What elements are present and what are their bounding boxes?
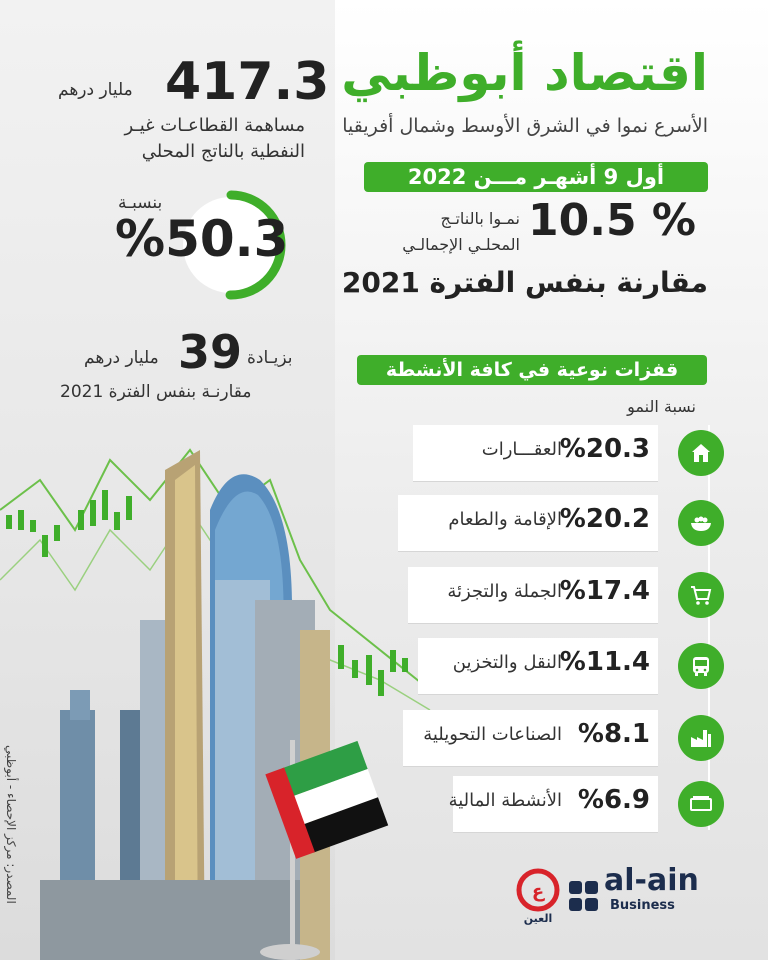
skyline-illustration [0, 440, 440, 960]
non-oil-desc-line2: النفطية بالناتج المحلي [141, 141, 305, 162]
bus-icon [678, 643, 724, 689]
source-note [2, 745, 22, 905]
social-icons [568, 880, 600, 914]
sector-name: العقـــارات [481, 439, 562, 460]
period-banner: أول 9 أشهـر مـــن 2022 [364, 162, 708, 192]
svg-text:ع: ع [531, 881, 545, 902]
page-subtitle: الأسرع نموا في الشرق الأوسط وشمال أفريقيا [342, 115, 708, 137]
instagram-icon [569, 881, 582, 894]
page-title: اقتصاد أبوظبي [341, 44, 708, 102]
increase-prefix: بزيـادة [247, 348, 293, 368]
sector-row [413, 425, 658, 482]
increase-description: مقارنـة بنفس الفترة 2021 [60, 382, 252, 402]
youtube-icon [585, 881, 598, 894]
sector-row [403, 710, 658, 767]
growth-rate-label: نسبة النمو [627, 397, 696, 416]
sector-row [448, 776, 658, 833]
increase-unit: مليار درهم [84, 348, 159, 368]
sector-value: %17.4 [559, 576, 650, 606]
sector-name: الإقامة والطعام [448, 509, 562, 530]
twitter-icon [569, 898, 582, 911]
increase-value: 39 [178, 325, 243, 379]
house-icon [678, 430, 724, 476]
share-value: %50.3 [115, 210, 289, 268]
alain-logo [515, 868, 561, 926]
brand-sub: Business [610, 898, 675, 913]
sector-value: %11.4 [559, 647, 650, 677]
sector-value: %20.3 [559, 434, 650, 464]
money-icon [678, 781, 724, 827]
food-bowl-icon [678, 500, 724, 546]
shopping-cart-icon [678, 572, 724, 618]
sector-name: النقل والتخزين [452, 652, 562, 673]
factory-icon [678, 715, 724, 761]
gdp-growth-label-line2: المحلـي الإجمالـي [402, 235, 520, 254]
sector-name: الجملة والتجزئة [447, 581, 562, 602]
non-oil-desc-line1: مساهمة القطاعـات غيـر [124, 115, 305, 136]
share-label: بنسبـة [118, 193, 163, 213]
non-oil-description [20, 113, 305, 165]
sector-value: %8.1 [577, 719, 650, 749]
sector-value: %6.9 [577, 785, 650, 815]
non-oil-unit: مليار درهم [58, 80, 133, 100]
sector-row [418, 638, 658, 695]
gdp-growth-label-line1: نمـوا بالناتـج [440, 209, 520, 228]
alain-logo-text: العين [523, 912, 553, 925]
sector-value: %20.2 [559, 504, 650, 534]
non-oil-value: 417.3 [165, 52, 330, 112]
gdp-growth-value: 10.5 % [528, 195, 696, 246]
gdp-growth-label [400, 206, 520, 258]
brand-name: al-ain [604, 863, 699, 898]
sector-row [408, 567, 658, 624]
sector-name: الصناعات التحويلية [423, 724, 562, 745]
sectors-banner: قفزات نوعية في كافة الأنشطة [357, 355, 707, 385]
sector-row [398, 495, 658, 552]
comparison-text: مقارنة بنفس الفترة 2021 [341, 266, 708, 299]
sector-name: الأنشطة المالية [448, 790, 562, 811]
source-text: المصدر: مركز الإحصاء - أبوظبي [4, 745, 18, 904]
icon-divider [708, 425, 710, 830]
facebook-icon [585, 898, 598, 911]
